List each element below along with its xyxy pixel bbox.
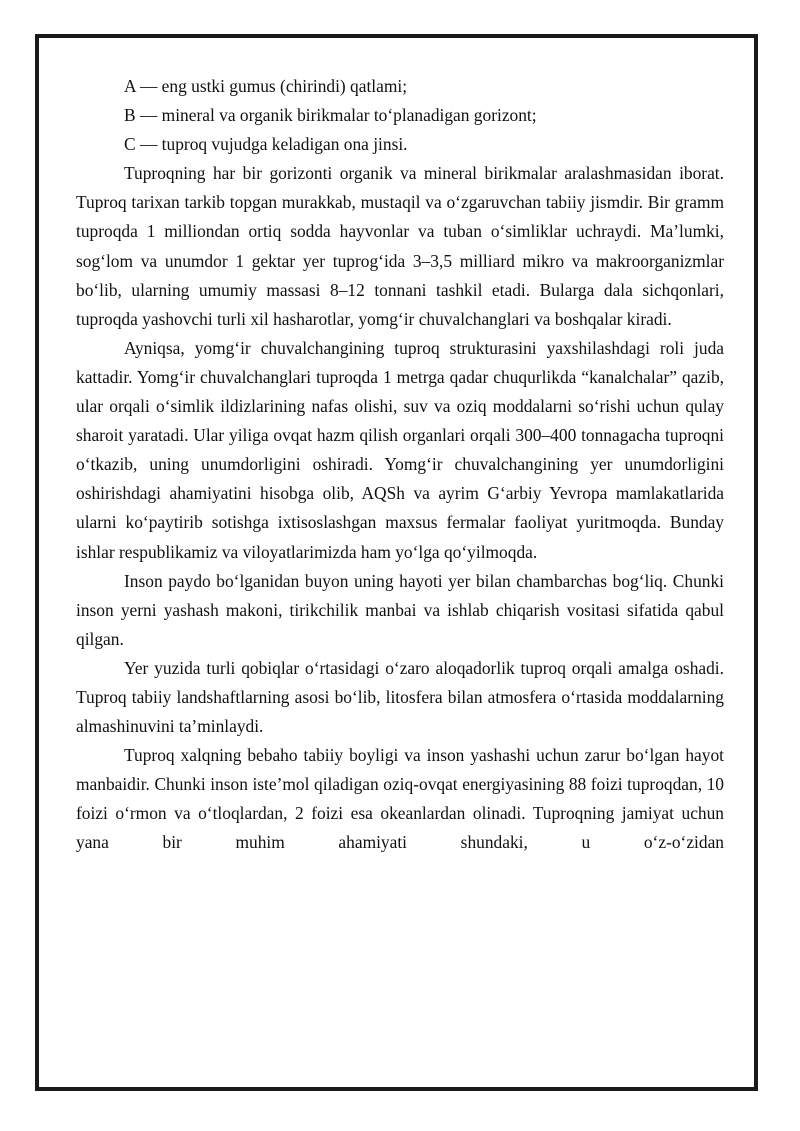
document-body xyxy=(76,72,724,858)
list-item-a: A — eng ustki gumus (chirindi) qatlami; xyxy=(124,76,408,96)
paragraph-human-land: Inson paydo bo‘lganidan buyon uning hayoti yer bilan chambarchas bog‘liq. Chunki inson yerni yashash makoni, tirikchilik manbai va ishlab chiqarish vositasi sifatida qabul qilgan. xyxy=(76,570,724,649)
paragraph-soil-interaction: Yer yuzida turli qobiqlar o‘rtasidagi o‘zaro aloqadorlik tuproq orqali amalga oshadi. Tuproq tabiiy landshaftlarning asosi bo‘lib, litosfera bilan atmosfera o‘rtasida moddalarning almashinuvini ta’minlaydi. xyxy=(76,657,724,737)
paragraph-soil-horizons: Tuproqning har bir gorizonti organik va mineral birikmalar aralashmasidan iborat. Tuproq tarixan tarkib topgan murakkab, mustaqil va o‘zgaruvchan tabiiy jismdir. Bir gramm tuproqda 1 milliondan ortiq sodda hayvonlar va tuban o‘simliklar uchraydi. Ma’lumki, sog‘lom va unumdor 1 gektar yer tuprog‘ida 3–3,5 milliard mikro va makroorganizmlar bo‘lib, ularning umumiy massasi 8–12 tonnani tashkil etadi. Bularga dala sichqonlari, tuproqda yashovchi turli xil hasharotlar, yomg‘ir chuvalchanglari va boshqalar kiradi. xyxy=(76,163,724,329)
paragraph-soil-wealth: Tuproq xalqning bebaho tabiiy boyligi va inson yashashi uchun zarur bo‘lgan hayot manbaidir. Chunki inson iste’mol qiladigan oziq-ovqat energiyasining 88 foizi tuproqdan, 10 foizi o‘rmon va o‘tloqlardan, 2 foizi esa okeanlardan olinadi. Tuproqning jamiyat uchun yana bir muhim ahamiyati shundaki, u o‘z-o‘zidan xyxy=(76,745,724,853)
paragraph-earthworms: Ayniqsa, yomg‘ir chuvalchangining tuproq strukturasini yaxshilashdagi roli juda kattadir. Yomg‘ir chuvalchanglari tuproqda 1 metrga qadar chuqurlikda “kanalchalar” qazib, ular orqali o‘simlik ildizlarining nafas olishi, suv va oziq moddalarni so‘rishi uchun qulay sharoit yaratadi. Ular yiliga ovqat hazm qilish organlari orqali 300–400 tonnagacha tuproqni o‘tkazib, uning unumdorligini oshiradi. Yomg‘ir chuvalchangining yer unumdorligini oshirishdagi ahamiyatini hisobga olib, AQSh va ayrim G‘arbiy Yevropa mamlakatlarida ularni ko‘paytirib sotishga ixtisoslashgan maxsus fermalar faoliyat yuritmoqda. Bunday ishlar respublikamiz va viloyatlarimizda ham yo‘lga qo‘yilmoqda. xyxy=(76,337,724,562)
list-item-c: C — tuproq vujudga keladigan ona jinsi. xyxy=(124,134,408,155)
list-item-b: B — mineral va organik birikmalar to‘planadigan gorizont; xyxy=(124,105,537,126)
